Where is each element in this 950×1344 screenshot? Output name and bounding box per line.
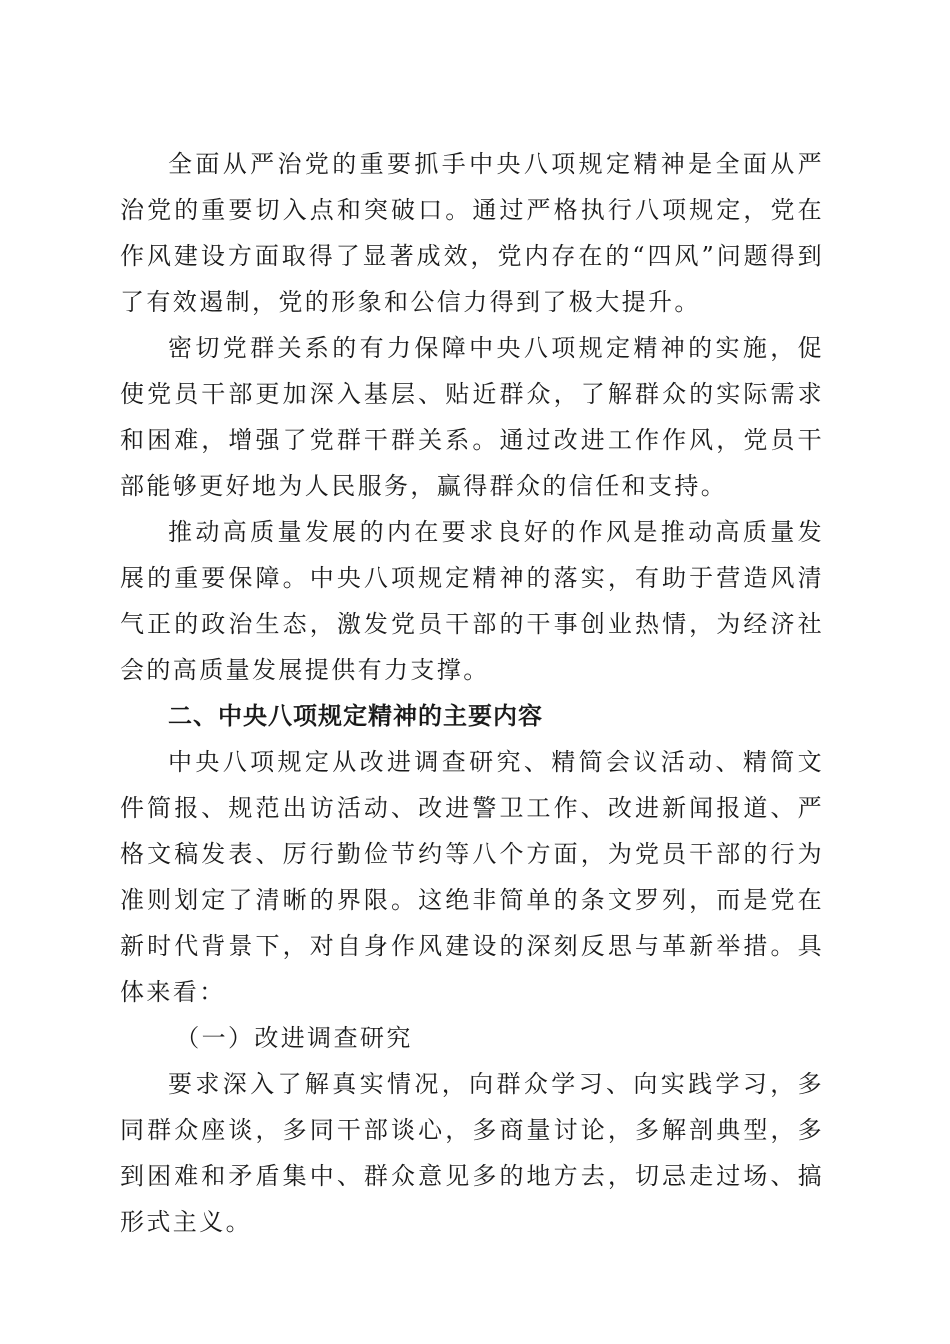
subsection-heading: （一）改进调查研究 [175,1024,413,1052]
document-body [120,141,824,1245]
paragraph-high-quality-development: 推动高质量发展的内在要求良好的作风是推动高质量发展的重要保障。中央八项规定精神的落实，有助于营造风清气正的政治生态，激发党员干部的干事创业热情，为经济社会的高质量发展提供有力支撑。 [120,518,824,684]
paragraph-party-masses: 密切党群关系的有力保障中央八项规定精神的实施，促使党员干部更加深入基层、贴近群众，了解群众的实际需求和困难，增强了党群干群关系。通过改进工作作风，党员干部能够更好地为人民服务，赢得群众的信任和支持。 [120,334,824,500]
section-intro-paragraph: 中央八项规定从改进调查研究、精简会议活动、精简文件简报、规范出访活动、改进警卫工作、改进新闻报道、严格文稿发表、厉行勤俭节约等八个方面，为党员干部的行为准则划定了清晰的界限。这绝非简单的条文罗列，而是党在新时代背景下，对自身作风建设的深刻反思与革新举措。具体来看： [120,748,824,1006]
section-heading: 二、中央八项规定精神的主要内容 [168,702,543,730]
paragraph-strict-governance: 全面从严治党的重要抓手中央八项规定精神是全面从严治党的重要切入点和突破口。通过严格执行八项规定，党在作风建设方面取得了显著成效，党内存在的“四风”问题得到了有效遏制，党的形象和公信力得到了极大提升。 [120,150,824,316]
subsection-body-paragraph: 要求深入了解真实情况，向群众学习、向实践学习，多同群众座谈，多同干部谈心，多商量讨论，多解剖典型，多到困难和矛盾集中、群众意见多的地方去，切忌走过场、搞形式主义。 [120,1070,824,1236]
